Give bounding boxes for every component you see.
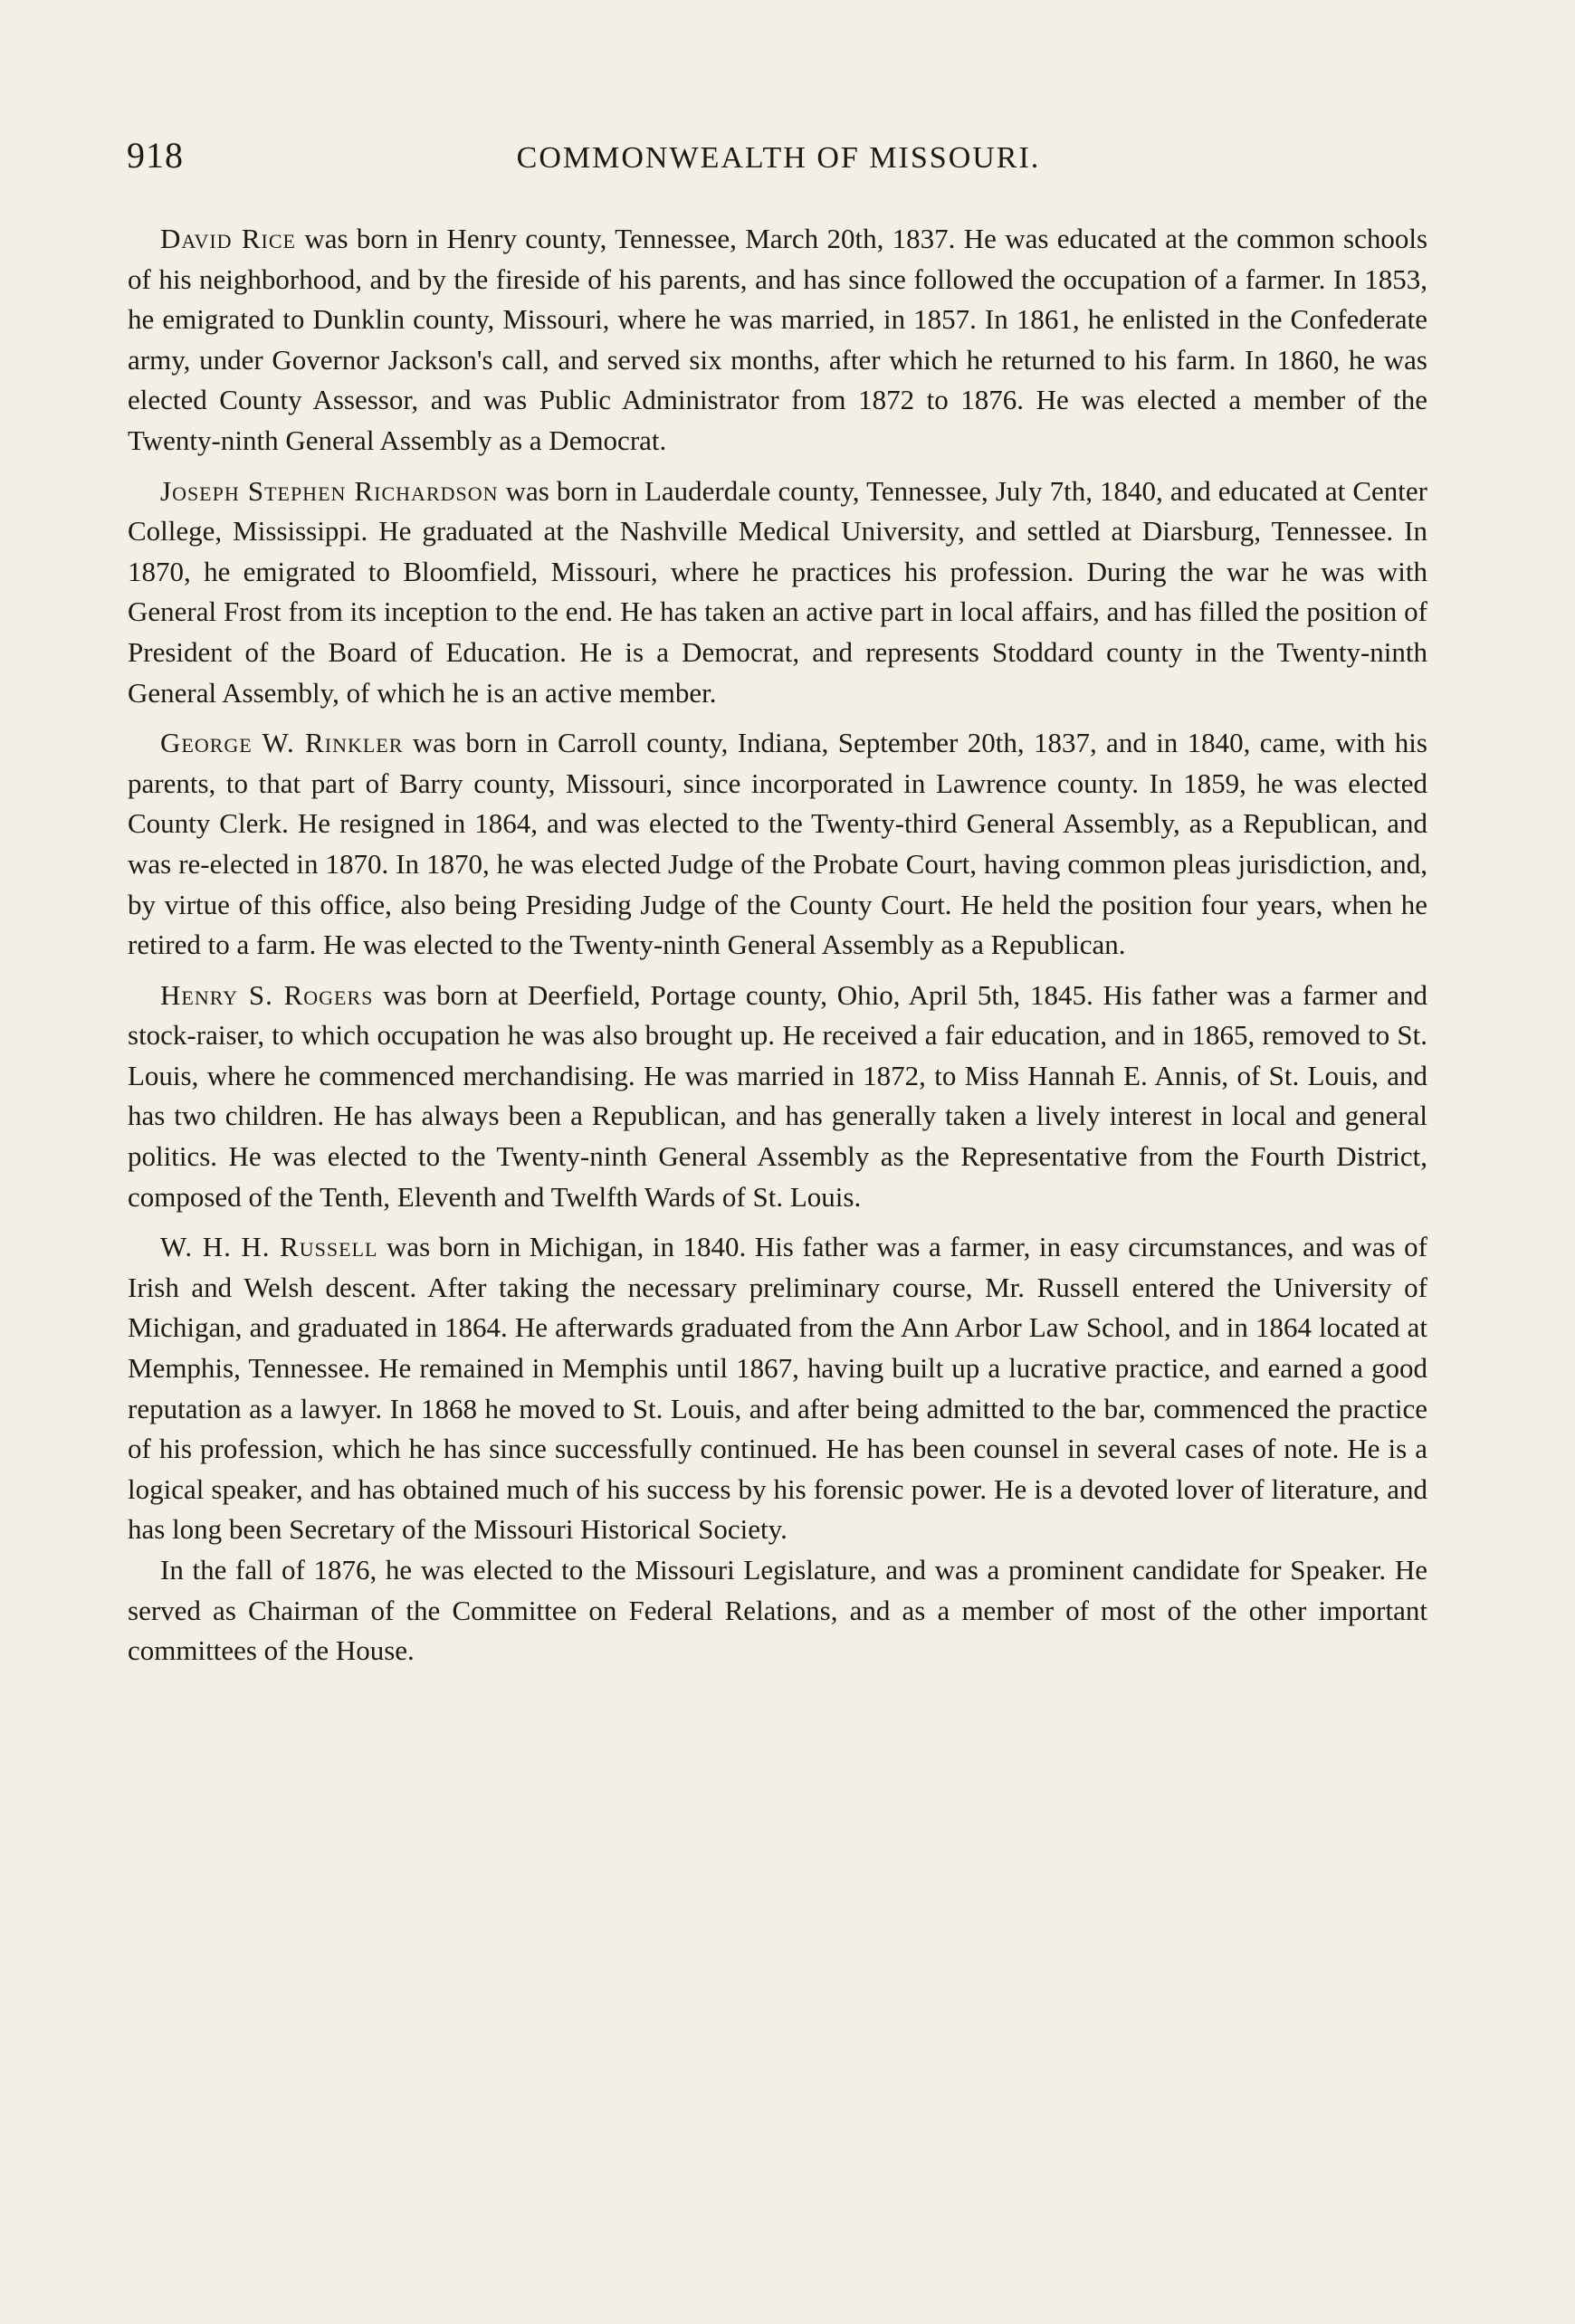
biography-name: George W. Rinkler xyxy=(160,727,404,759)
biography-george-w-rinkler xyxy=(128,723,1427,966)
biography-joseph-stephen-richardson xyxy=(128,471,1427,714)
biography-name: Henry S. Rogers xyxy=(160,978,374,1011)
biography-henry-s-rogers xyxy=(128,976,1427,1218)
page-header xyxy=(127,127,1430,181)
biography-text: was born in Michigan, in 1840. His father was a farmer, in easy circumstances, and was of Irish and Welsh descent. After taking the necessary preliminary course, Mr. Russell entered the University of Michigan, and graduated in 1864. He afterwards graduated from the Ann Arbor Law School, and in 1864 located at Memphis, Tennessee. He remained in Memphis until 1867, having built up a lucrative practice, and earned a good reputation as a lawyer. In 1868 he moved to St. Louis, and after being admitted to the bar, commenced the practice of his profession, which he has since successfully continued. He has been counsel in several cases of note. He is a logical speaker, and has obtained much of his success by his forensic power. He is a devoted lover of literature, and has long been Secretary of the Missouri Historical Society. xyxy=(128,1231,1427,1546)
biography-text: was born in Carroll county, Indiana, September 20th, 1837, and in 1840, came, with his parents, to that part of Barry county, Missouri, since incorporated in Lawrence county. In 1859, he was elected County Clerk. He resigned in 1864, and was elected to the Twenty-third General Assembly, as a Republican, and was re-elected in 1870. In 1870, he was elected Judge of the Probate Court, having common pleas jurisdiction, and, by virtue of this office, also being Presiding Judge of the County Court. He held the position four years, when he retired to a farm. He was elected to the Twenty-ninth General Assembly as a Republican. xyxy=(128,727,1427,961)
biography-w-h-h-russell xyxy=(128,1227,1427,1550)
page-body xyxy=(128,219,1427,1672)
biography-text: was born in Lauderdale county, Tennessee, July 7th, 1840, and educated at Center College, Mississippi. He graduated at the Nashville Medical University, and settled at Diarsburg, Tennessee. In 1870, he emigrated to Bloomfield, Missouri, where he practices his profession. During the war he was with General Frost from its inception to the end. He has taken an active part in local affairs, and has filled the position of President of the Board of Education. He is a Democrat, and represents Stoddard county in the Twenty-ninth General Assembly, of which he is an active member. xyxy=(128,474,1427,709)
biography-name: W. H. H. Russell xyxy=(160,1231,378,1263)
biography-name: Joseph Stephen Richardson xyxy=(160,474,499,507)
page-number: 918 xyxy=(127,135,184,176)
biography-name: David Rice xyxy=(160,223,296,254)
biography-text: was born in Henry county, Tennessee, March 20th, 1837. He was educated at the common schools of his neighborhood, and by the fireside of his parents, and has since followed the occupation of a farmer. In 1853, he emigrated to Dunklin county, Missouri, where he was married, in 1857. In 1861, he enlisted in the Confederate army, under Governor Jackson's call, and served six months, after which he returned to his farm. In 1860, he was elected County Assessor, and was Public Administrator from 1872 to 1876. He was elected a member of the Twenty-ninth General Assembly as a Democrat. xyxy=(128,223,1428,456)
biography-text: was born at Deerfield, Portage county, Ohio, April 5th, 1845. His father was a farmer and stock-raiser, to which occupation he was also brought up. He received a fair education, and in 1865, removed to St. Louis, where he commenced merchandising. He was married in 1872, to Miss Hannah E. Annis, of St. Louis, and has two children. He has always been a Republican, and has generally taken a lively interest in local and general politics. He was elected to the Twenty-ninth General Assembly as the Representative from the Fourth District, composed of the Tenth, Eleventh and Twelfth Wards of St. Louis. xyxy=(128,978,1427,1213)
running-title: COMMONWEALTH OF MISSOURI. xyxy=(516,141,1041,175)
biography-david-rice xyxy=(128,219,1427,462)
biography-w-h-h-russell-continued: In the fall of 1876, he was elected to the Missouri Legislature, and was a prominent candidate for Speaker. He served as Chairman of the Committee on Federal Relations, and as a member of most of the other important committees of the House. xyxy=(128,1554,1427,1667)
